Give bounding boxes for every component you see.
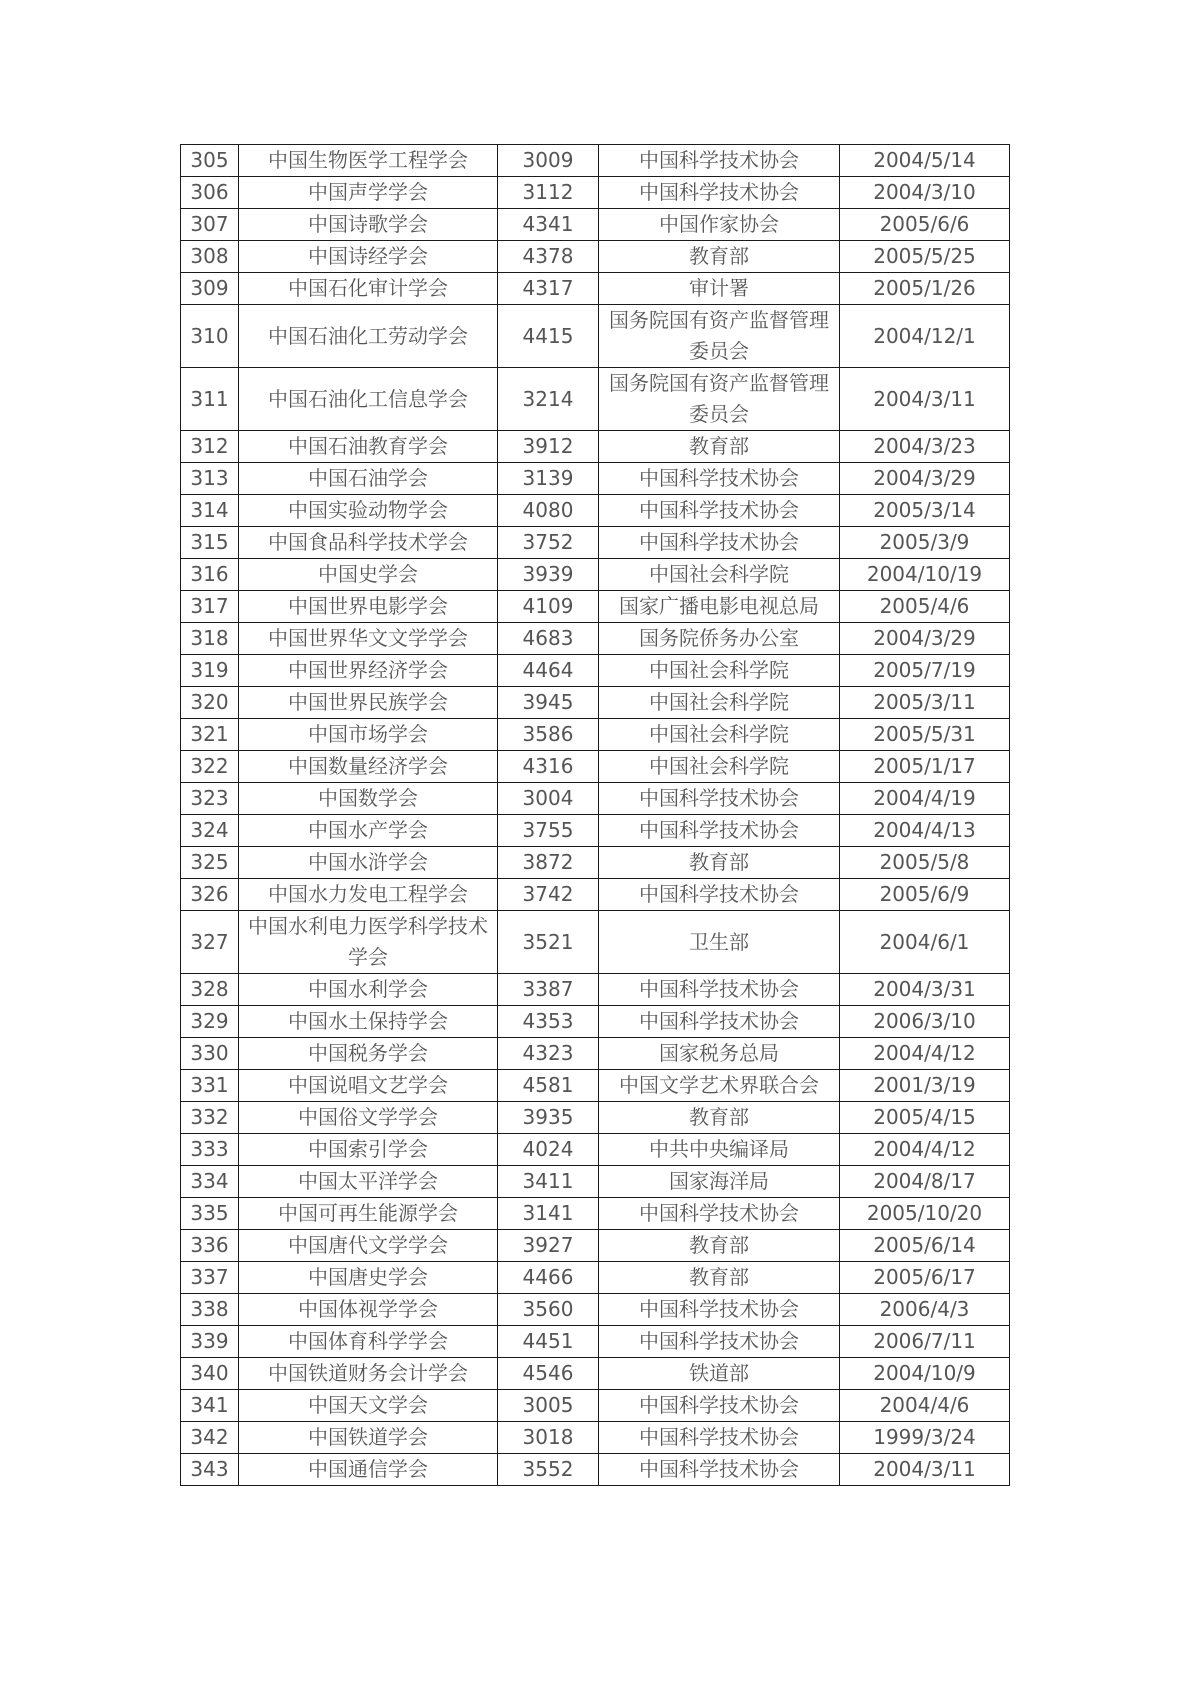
- supervising-organization-cell: 中国社会科学院: [599, 559, 840, 591]
- society-name-cell: 中国石油化工劳动学会: [239, 305, 498, 368]
- supervising-organization-cell: 中国科学技术协会: [599, 1006, 840, 1038]
- table-row: [181, 687, 1010, 719]
- supervising-organization-cell: 中国科学技术协会: [599, 783, 840, 815]
- supervising-organization-cell: 教育部: [599, 847, 840, 879]
- supervising-organization-cell: 中国科学技术协会: [599, 974, 840, 1006]
- supervising-organization-cell: 中国科学技术协会: [599, 879, 840, 911]
- registration-date-cell: 2005/4/6: [840, 591, 1010, 623]
- society-name-cell: 中国水浒学会: [239, 847, 498, 879]
- society-name-cell: 中国石油学会: [239, 463, 498, 495]
- registration-date-cell: 2005/6/14: [840, 1230, 1010, 1262]
- registration-code-cell: 3912: [498, 431, 599, 463]
- society-name-cell: 中国说唱文艺学会: [239, 1070, 498, 1102]
- row-number-cell: 334: [181, 1166, 239, 1198]
- supervising-organization-cell: 中国科学技术协会: [599, 815, 840, 847]
- table-row: [181, 1038, 1010, 1070]
- society-name-cell: 中国铁道财务会计学会: [239, 1358, 498, 1390]
- registration-date-cell: 1999/3/24: [840, 1422, 1010, 1454]
- table-row: [181, 879, 1010, 911]
- society-name-cell: 中国诗歌学会: [239, 209, 498, 241]
- society-name-cell: 中国税务学会: [239, 1038, 498, 1070]
- table-row: [181, 1134, 1010, 1166]
- row-number-cell: 322: [181, 751, 239, 783]
- registration-code-cell: 3945: [498, 687, 599, 719]
- row-number-cell: 341: [181, 1390, 239, 1422]
- registration-code-cell: 3411: [498, 1166, 599, 1198]
- table-row: [181, 1070, 1010, 1102]
- row-number-cell: 332: [181, 1102, 239, 1134]
- supervising-organization-cell: 中国科学技术协会: [599, 145, 840, 177]
- supervising-organization-cell: 中国科学技术协会: [599, 495, 840, 527]
- registration-date-cell: 2005/3/9: [840, 527, 1010, 559]
- society-name-cell: 中国唐史学会: [239, 1262, 498, 1294]
- registration-date-cell: 2005/3/11: [840, 687, 1010, 719]
- supervising-organization-cell: 教育部: [599, 1262, 840, 1294]
- registration-date-cell: 2005/1/17: [840, 751, 1010, 783]
- registration-code-cell: 4466: [498, 1262, 599, 1294]
- society-name-cell: 中国食品科学技术学会: [239, 527, 498, 559]
- row-number-cell: 324: [181, 815, 239, 847]
- table-row: [181, 1102, 1010, 1134]
- society-name-cell: 中国铁道学会: [239, 1422, 498, 1454]
- registration-code-cell: 3742: [498, 879, 599, 911]
- row-number-cell: 328: [181, 974, 239, 1006]
- supervising-organization-cell: 中国科学技术协会: [599, 1422, 840, 1454]
- registration-code-cell: 3387: [498, 974, 599, 1006]
- row-number-cell: 311: [181, 368, 239, 431]
- society-name-cell: 中国石油教育学会: [239, 431, 498, 463]
- registration-date-cell: 2004/4/12: [840, 1038, 1010, 1070]
- table-row: [181, 273, 1010, 305]
- table-row: [181, 1230, 1010, 1262]
- society-name-cell: 中国世界经济学会: [239, 655, 498, 687]
- registration-code-cell: 4024: [498, 1134, 599, 1166]
- row-number-cell: 329: [181, 1006, 239, 1038]
- table-row: [181, 1326, 1010, 1358]
- row-number-cell: 333: [181, 1134, 239, 1166]
- row-number-cell: 314: [181, 495, 239, 527]
- registration-code-cell: 3752: [498, 527, 599, 559]
- society-name-cell: 中国索引学会: [239, 1134, 498, 1166]
- registration-date-cell: 2004/3/10: [840, 177, 1010, 209]
- supervising-organization-cell: 中国科学技术协会: [599, 177, 840, 209]
- society-name-cell: 中国石化审计学会: [239, 273, 498, 305]
- row-number-cell: 309: [181, 273, 239, 305]
- table-row: [181, 495, 1010, 527]
- table-row: [181, 209, 1010, 241]
- row-number-cell: 321: [181, 719, 239, 751]
- supervising-organization-cell: 中国科学技术协会: [599, 463, 840, 495]
- table-row: [181, 305, 1010, 368]
- table-row: [181, 1422, 1010, 1454]
- registration-code-cell: 3755: [498, 815, 599, 847]
- table-row: [181, 1198, 1010, 1230]
- supervising-organization-cell: 中国科学技术协会: [599, 1326, 840, 1358]
- registration-code-cell: 3018: [498, 1422, 599, 1454]
- table-row: [181, 623, 1010, 655]
- table-row: [181, 1294, 1010, 1326]
- row-number-cell: 316: [181, 559, 239, 591]
- registration-date-cell: 2004/3/23: [840, 431, 1010, 463]
- row-number-cell: 306: [181, 177, 239, 209]
- society-name-cell: 中国可再生能源学会: [239, 1198, 498, 1230]
- registration-date-cell: 2005/6/9: [840, 879, 1010, 911]
- society-name-cell: 中国体育科学学会: [239, 1326, 498, 1358]
- registration-code-cell: 4683: [498, 623, 599, 655]
- table-row: [181, 591, 1010, 623]
- row-number-cell: 325: [181, 847, 239, 879]
- registration-date-cell: 2004/3/11: [840, 1454, 1010, 1486]
- supervising-organization-cell: 中国社会科学院: [599, 751, 840, 783]
- society-name-cell: 中国数学会: [239, 783, 498, 815]
- row-number-cell: 338: [181, 1294, 239, 1326]
- table-row: [181, 974, 1010, 1006]
- registration-date-cell: 2006/4/3: [840, 1294, 1010, 1326]
- row-number-cell: 313: [181, 463, 239, 495]
- supervising-organization-cell: 教育部: [599, 431, 840, 463]
- society-name-cell: 中国唐代文学学会: [239, 1230, 498, 1262]
- society-name-cell: 中国水力发电工程学会: [239, 879, 498, 911]
- society-name-cell: 中国生物医学工程学会: [239, 145, 498, 177]
- society-name-cell: 中国水利电力医学科学技术学会: [239, 911, 498, 974]
- registration-code-cell: 3141: [498, 1198, 599, 1230]
- supervising-organization-cell: 教育部: [599, 1102, 840, 1134]
- table-row: [181, 1262, 1010, 1294]
- table-row: [181, 145, 1010, 177]
- society-table: [180, 144, 1010, 1486]
- registration-date-cell: 2004/10/9: [840, 1358, 1010, 1390]
- table-row: [181, 1166, 1010, 1198]
- supervising-organization-cell: 国务院侨务办公室: [599, 623, 840, 655]
- society-name-cell: 中国太平洋学会: [239, 1166, 498, 1198]
- society-name-cell: 中国实验动物学会: [239, 495, 498, 527]
- registration-code-cell: 4378: [498, 241, 599, 273]
- society-name-cell: 中国世界电影学会: [239, 591, 498, 623]
- registration-code-cell: 4546: [498, 1358, 599, 1390]
- supervising-organization-cell: 卫生部: [599, 911, 840, 974]
- registration-code-cell: 3005: [498, 1390, 599, 1422]
- table-row: [181, 241, 1010, 273]
- table-row: [181, 177, 1010, 209]
- table-row: [181, 1006, 1010, 1038]
- registration-code-cell: 3214: [498, 368, 599, 431]
- row-number-cell: 308: [181, 241, 239, 273]
- registration-code-cell: 3552: [498, 1454, 599, 1486]
- table-row: [181, 911, 1010, 974]
- supervising-organization-cell: 中国社会科学院: [599, 655, 840, 687]
- society-name-cell: 中国水土保持学会: [239, 1006, 498, 1038]
- registration-code-cell: 4581: [498, 1070, 599, 1102]
- table-row: [181, 1390, 1010, 1422]
- table-row: [181, 655, 1010, 687]
- society-name-cell: 中国数量经济学会: [239, 751, 498, 783]
- supervising-organization-cell: 国家广播电影电视总局: [599, 591, 840, 623]
- row-number-cell: 331: [181, 1070, 239, 1102]
- registration-date-cell: 2004/10/19: [840, 559, 1010, 591]
- supervising-organization-cell: 中国科学技术协会: [599, 1390, 840, 1422]
- table-row: [181, 815, 1010, 847]
- supervising-organization-cell: 铁道部: [599, 1358, 840, 1390]
- registration-code-cell: 4080: [498, 495, 599, 527]
- registration-date-cell: 2004/4/6: [840, 1390, 1010, 1422]
- society-name-cell: 中国声学学会: [239, 177, 498, 209]
- registration-date-cell: 2004/4/19: [840, 783, 1010, 815]
- registration-date-cell: 2004/6/1: [840, 911, 1010, 974]
- supervising-organization-cell: 国务院国有资产监督管理委员会: [599, 368, 840, 431]
- supervising-organization-cell: 中共中央编译局: [599, 1134, 840, 1166]
- society-name-cell: 中国石油化工信息学会: [239, 368, 498, 431]
- society-name-cell: 中国俗文学学会: [239, 1102, 498, 1134]
- society-name-cell: 中国天文学会: [239, 1390, 498, 1422]
- society-name-cell: 中国世界华文文学学会: [239, 623, 498, 655]
- supervising-organization-cell: 国家税务总局: [599, 1038, 840, 1070]
- registration-date-cell: 2004/3/31: [840, 974, 1010, 1006]
- registration-code-cell: 4109: [498, 591, 599, 623]
- registration-code-cell: 3139: [498, 463, 599, 495]
- row-number-cell: 307: [181, 209, 239, 241]
- row-number-cell: 327: [181, 911, 239, 974]
- registration-date-cell: 2005/3/14: [840, 495, 1010, 527]
- row-number-cell: 340: [181, 1358, 239, 1390]
- registration-code-cell: 4353: [498, 1006, 599, 1038]
- row-number-cell: 335: [181, 1198, 239, 1230]
- supervising-organization-cell: 中国文学艺术界联合会: [599, 1070, 840, 1102]
- registration-code-cell: 4316: [498, 751, 599, 783]
- registration-code-cell: 4317: [498, 273, 599, 305]
- registration-code-cell: 4415: [498, 305, 599, 368]
- society-name-cell: 中国世界民族学会: [239, 687, 498, 719]
- supervising-organization-cell: 国家海洋局: [599, 1166, 840, 1198]
- row-number-cell: 330: [181, 1038, 239, 1070]
- supervising-organization-cell: 中国科学技术协会: [599, 1198, 840, 1230]
- row-number-cell: 339: [181, 1326, 239, 1358]
- supervising-organization-cell: 中国作家协会: [599, 209, 840, 241]
- table-row: [181, 1454, 1010, 1486]
- table-row: [181, 847, 1010, 879]
- supervising-organization-cell: 教育部: [599, 1230, 840, 1262]
- registration-code-cell: 4464: [498, 655, 599, 687]
- society-table-body: [181, 145, 1010, 1486]
- row-number-cell: 323: [181, 783, 239, 815]
- society-name-cell: 中国史学会: [239, 559, 498, 591]
- society-name-cell: 中国通信学会: [239, 1454, 498, 1486]
- registration-date-cell: 2005/5/25: [840, 241, 1010, 273]
- registration-code-cell: 3935: [498, 1102, 599, 1134]
- registration-date-cell: 2004/4/13: [840, 815, 1010, 847]
- registration-date-cell: 2004/3/29: [840, 463, 1010, 495]
- table-row: [181, 559, 1010, 591]
- row-number-cell: 336: [181, 1230, 239, 1262]
- registration-date-cell: 2001/3/19: [840, 1070, 1010, 1102]
- registration-date-cell: 2006/7/11: [840, 1326, 1010, 1358]
- registration-code-cell: 3872: [498, 847, 599, 879]
- supervising-organization-cell: 中国科学技术协会: [599, 527, 840, 559]
- registration-date-cell: 2005/7/19: [840, 655, 1010, 687]
- society-name-cell: 中国水利学会: [239, 974, 498, 1006]
- registration-code-cell: 3939: [498, 559, 599, 591]
- row-number-cell: 343: [181, 1454, 239, 1486]
- table-row: [181, 1358, 1010, 1390]
- table-row: [181, 463, 1010, 495]
- registration-code-cell: 3112: [498, 177, 599, 209]
- registration-date-cell: 2004/5/14: [840, 145, 1010, 177]
- supervising-organization-cell: 教育部: [599, 241, 840, 273]
- registration-code-cell: 4451: [498, 1326, 599, 1358]
- row-number-cell: 315: [181, 527, 239, 559]
- registration-date-cell: 2004/3/29: [840, 623, 1010, 655]
- registration-code-cell: 3586: [498, 719, 599, 751]
- row-number-cell: 337: [181, 1262, 239, 1294]
- society-name-cell: 中国体视学学会: [239, 1294, 498, 1326]
- society-name-cell: 中国市场学会: [239, 719, 498, 751]
- registration-date-cell: 2005/1/26: [840, 273, 1010, 305]
- registration-date-cell: 2005/4/15: [840, 1102, 1010, 1134]
- registration-date-cell: 2005/5/31: [840, 719, 1010, 751]
- table-row: [181, 431, 1010, 463]
- row-number-cell: 310: [181, 305, 239, 368]
- registration-code-cell: 4323: [498, 1038, 599, 1070]
- table-row: [181, 527, 1010, 559]
- society-name-cell: 中国水产学会: [239, 815, 498, 847]
- supervising-organization-cell: 中国科学技术协会: [599, 1294, 840, 1326]
- table-row: [181, 783, 1010, 815]
- registration-date-cell: 2004/3/11: [840, 368, 1010, 431]
- row-number-cell: 317: [181, 591, 239, 623]
- row-number-cell: 319: [181, 655, 239, 687]
- registration-code-cell: 3521: [498, 911, 599, 974]
- registration-code-cell: 3927: [498, 1230, 599, 1262]
- row-number-cell: 318: [181, 623, 239, 655]
- supervising-organization-cell: 国务院国有资产监督管理委员会: [599, 305, 840, 368]
- row-number-cell: 326: [181, 879, 239, 911]
- registration-date-cell: 2005/6/6: [840, 209, 1010, 241]
- row-number-cell: 320: [181, 687, 239, 719]
- society-name-cell: 中国诗经学会: [239, 241, 498, 273]
- registration-date-cell: 2004/8/17: [840, 1166, 1010, 1198]
- registration-code-cell: 4341: [498, 209, 599, 241]
- registration-date-cell: 2005/5/8: [840, 847, 1010, 879]
- registration-code-cell: 3004: [498, 783, 599, 815]
- row-number-cell: 312: [181, 431, 239, 463]
- registration-date-cell: 2004/12/1: [840, 305, 1010, 368]
- registration-date-cell: 2006/3/10: [840, 1006, 1010, 1038]
- registration-code-cell: 3560: [498, 1294, 599, 1326]
- supervising-organization-cell: 审计署: [599, 273, 840, 305]
- registration-date-cell: 2004/4/12: [840, 1134, 1010, 1166]
- supervising-organization-cell: 中国社会科学院: [599, 719, 840, 751]
- supervising-organization-cell: 中国社会科学院: [599, 687, 840, 719]
- row-number-cell: 342: [181, 1422, 239, 1454]
- supervising-organization-cell: 中国科学技术协会: [599, 1454, 840, 1486]
- registration-date-cell: 2005/10/20: [840, 1198, 1010, 1230]
- row-number-cell: 305: [181, 145, 239, 177]
- table-row: [181, 368, 1010, 431]
- registration-code-cell: 3009: [498, 145, 599, 177]
- registration-date-cell: 2005/6/17: [840, 1262, 1010, 1294]
- table-row: [181, 719, 1010, 751]
- table-row: [181, 751, 1010, 783]
